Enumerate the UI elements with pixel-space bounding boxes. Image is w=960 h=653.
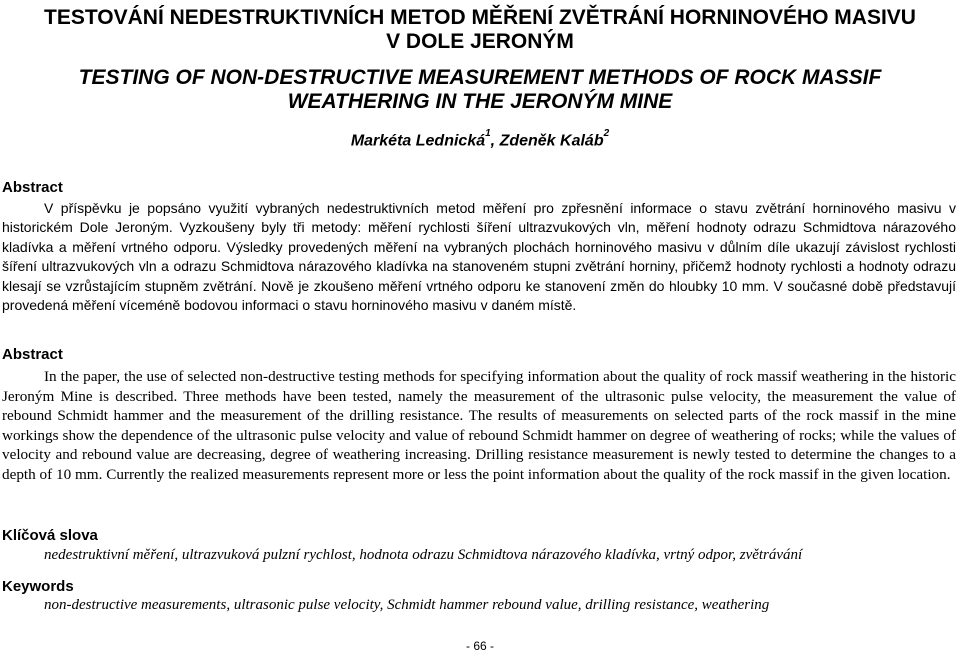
author-2-affiliation: 2	[603, 128, 610, 139]
abstract-czech-heading: Abstract	[2, 179, 63, 196]
keywords-english-heading: Keywords	[2, 578, 74, 595]
title-english	[0, 66, 960, 114]
author-2-name: Zdeněk Kaláb	[499, 132, 604, 150]
abstract-english-heading: Abstract	[2, 346, 63, 363]
author-1-name: Markéta Lednická	[350, 132, 486, 150]
abstract-czech-text: V příspěvku je popsáno využití vybraných nedestruktivních metod měření pro zpřesnění informace o stavu zvětrání horninového masivu v historickém Dole Jeroným. Vyzkoušeny byly tři metody: měření rychlosti šíření ultrazvukových vln, měření hodnoty odrazu Schmidtova nárazového kladívka a měření vrtného odporu. Výsledky provedených měření na vybraných plochách horninového masivu v důlním díle ukazují závislost rychlosti šíření ultrazvukových vln a odrazu Schmidtova nárazového kladívka na stanoveném stupni zvětrání horniny, přičemž hodnoty rychlosti a hodnoty odrazu klesají se vzrůstajícím stupněm zvětrání. Nově je zkoušeno měření vrtného odporu ke stanovení změn do hloubky 10 mm. V současné době představují provedená měření víceméně bodovou informaci o stavu horninového masivu v daném místě.	[2, 200, 956, 314]
title-czech-line2: V DOLE JERONÝM	[386, 30, 574, 53]
author-1-affiliation: 1	[485, 128, 491, 139]
keywords-czech-heading: Klíčová slova	[2, 527, 98, 544]
title-english-line2: WEATHERING IN THE JERONÝM MINE	[287, 90, 673, 113]
keywords-english-text: non-destructive measurements, ultrasonic pulse velocity, Schmidt hammer rebound value, drilling resistance, weathering	[44, 597, 770, 613]
title-english-line1: TESTING OF NON-DESTRUCTIVE MEASUREMENT METHODS OF ROCK MASSIF	[78, 66, 882, 89]
keywords-czech-text: nedestruktivní měření, ultrazvuková pulzní rychlost, hodnota odrazu Schmidtova nárazového kladívka, vrtný odpor, zvětrávání	[44, 547, 803, 563]
author-line	[0, 128, 960, 150]
page-number: - 66 -	[465, 639, 494, 653]
author-separator: ,	[490, 132, 500, 150]
title-czech-line1: TESTOVÁNÍ NEDESTRUKTIVNÍCH METOD MĚŘENÍ ZVĚTRÁNÍ HORNINOVÉHO MASIVU	[44, 6, 916, 29]
title-czech	[0, 6, 960, 54]
abstract-english-text: In the paper, the use of selected non-destructive testing methods for specifying information about the quality of rock massif weathering in the historic Jeroným Mine is described. Three methods have been tested, namely the measurement of the ultrasonic pulse velocity, the measurement the value of rebound Schmidt hammer and the measurement of the drilling resistance. The results of measurements on selected parts of the rock massif in the mine workings show the dependence of the ultrasonic pulse velocity and value of rebound Schmidt hammer on degree of weathering of rocks; while the values of velocity and rebound value are decreasing, degree of weathering increasing. Drilling resistance measurement is newly tested to determine the changes to a depth of 10 mm. Currently the realized measurements represent more or less the point information about the quality of the rock massif in the given location.	[2, 368, 956, 483]
